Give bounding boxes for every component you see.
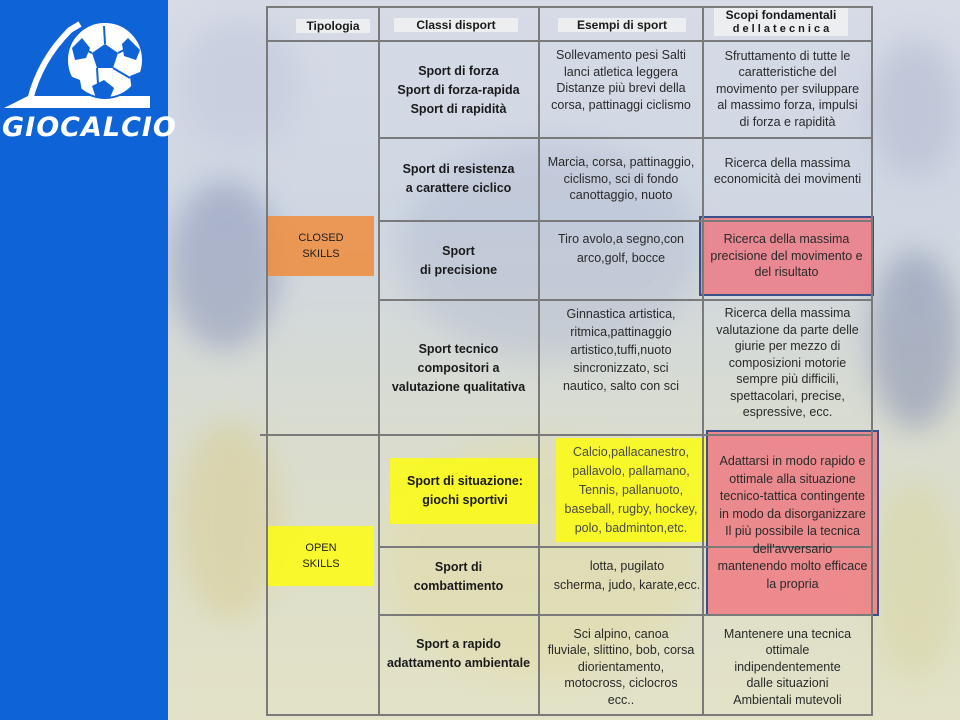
header-scopi	[714, 8, 848, 36]
header-esempi: Esempi di sport	[558, 18, 686, 32]
row1-scopi	[704, 42, 871, 136]
row5-esempi-line: polo, badminton,etc.	[574, 520, 688, 535]
row6-classe-line: combattimento	[413, 579, 504, 593]
row4-scopi-line: espressive, ecc.	[742, 405, 833, 420]
row7-classe	[379, 616, 538, 692]
row5-classe	[390, 458, 540, 524]
open-skills-label	[268, 526, 374, 586]
row5-esempi-line: Calcio,pallacanestro,	[572, 444, 690, 459]
row5-classe-line: Sport di situazione:	[407, 474, 523, 488]
row5-scopi-line: mantenendo molto efficace	[717, 559, 868, 573]
row5-esempi-line: Tennis, pallanuoto,	[578, 482, 684, 497]
row7-scopi-line: Mantenere una tecnica	[723, 626, 852, 641]
row2-scopi-line: Ricerca della massima	[724, 155, 851, 170]
header-tipologia: Tipologia	[296, 19, 370, 33]
closed-skills-label	[268, 216, 374, 276]
row4-scopi-line: sempre più difficili,	[736, 372, 839, 387]
row4-esempi	[540, 304, 702, 396]
row3-esempi-line: arco,golf, bocce	[576, 251, 666, 265]
sidebar	[0, 0, 177, 720]
row1-classe-line: Sport di forza	[418, 63, 499, 78]
row6-classe-line: Sport di	[434, 560, 483, 574]
closed-skills-label-line2: SKILLS	[302, 248, 340, 260]
row2-esempi	[540, 138, 702, 220]
row4-esempi-line: ritmica,pattinaggio	[570, 325, 672, 339]
header-scopi-line1: Scopi fondamentali	[725, 8, 837, 22]
row2-esempi-line: canottaggio, nuoto	[569, 188, 673, 203]
row2-esempi-line: Marcia, corsa, pattinaggio,	[547, 155, 695, 170]
row2-esempi-line: ciclismo, sci di fondo	[563, 171, 679, 186]
row5-scopi-line: Il più possibile la tecnica	[725, 524, 860, 538]
row4-esempi-line: artistico,tuffi,nuoto	[570, 343, 672, 357]
row5-classe-line: giochi sportivi	[422, 493, 508, 507]
row4-scopi-line: giurie per mezzo di	[734, 339, 841, 354]
row4-classe-line: valutazione qualitativa	[391, 379, 526, 394]
header-scopi-line2: d e l l a t e c n i c a	[732, 23, 830, 35]
row6-esempi-line: lotta, pugilato	[589, 559, 665, 573]
row5-scopi	[706, 452, 879, 594]
row3-scopi	[701, 218, 872, 294]
row2-classe	[379, 138, 538, 220]
row7-scopi-line: indipendentemente	[734, 659, 841, 674]
row1-scopi-line: di forza e rapidità	[739, 114, 836, 129]
row1-scopi-line: Sfruttamento di tutte le	[724, 48, 851, 63]
row4-esempi-line: sincronizzato, sci	[573, 361, 669, 375]
row4-classe-line: compositori a	[417, 360, 500, 375]
row4-scopi-line: valutazione da parte delle	[716, 322, 859, 337]
row7-esempi-line: diorientamento,	[577, 659, 665, 674]
row3-scopi-line: del risultato	[754, 265, 819, 280]
row3-scopi-line: precisione del movimento e	[710, 248, 863, 263]
row7-scopi-line: ottimale	[765, 643, 810, 658]
logo	[0, 0, 177, 160]
row7-scopi	[704, 624, 871, 710]
row7-esempi	[540, 624, 702, 710]
row1-esempi	[540, 40, 702, 120]
row1-classe	[379, 42, 538, 138]
row1-esempi-line: Sollevamento pesi Salti	[556, 48, 686, 62]
row2-scopi-line: economicità dei movimenti	[713, 172, 862, 186]
row7-classe-line: Sport a rapido	[416, 637, 501, 651]
row5-esempi	[548, 438, 714, 542]
row7-scopi-line: dalle situazioni	[746, 676, 829, 691]
row2-scopi	[704, 146, 871, 196]
row6-esempi	[540, 554, 714, 598]
row4-scopi	[704, 304, 871, 422]
sports-classification-table	[266, 6, 874, 716]
row5-scopi-line: in modo da disorganizzare	[719, 506, 866, 521]
row5-scopi-line: tecnico-tattica contingente	[719, 489, 866, 503]
row6-esempi-line: scherma, judo, karate,ecc.	[553, 578, 701, 592]
row5-scopi-line: dell'avversario	[752, 541, 833, 556]
row5-scopi-line: la propria	[766, 576, 819, 591]
row1-scopi-line: caratteristiche del	[738, 65, 837, 80]
row4-esempi-line: nautico, salto con sci	[562, 379, 680, 393]
logo-text: GIOCALCIO	[2, 112, 177, 143]
row7-scopi-line: Ambientali mutevoli	[733, 692, 842, 707]
row1-scopi-line: al massimo forza, impulsi	[717, 98, 858, 113]
row3-classe	[379, 222, 538, 300]
row4-scopi-line: composizioni motorie	[728, 355, 847, 370]
row5-scopi-line: Adattarsi in modo rapido e	[719, 454, 866, 468]
row7-esempi-line: fluviale, slittino, bob, corsa	[547, 643, 695, 658]
row5-esempi-line: pallavolo, pallamano,	[572, 463, 690, 478]
row4-classe-line: Sport tecnico	[418, 341, 499, 356]
row4-esempi-line: Ginnastica artistica,	[566, 307, 676, 321]
row3-esempi	[540, 222, 702, 276]
open-skills-label-line2: SKILLS	[302, 558, 340, 570]
row3-classe-line: Sport	[442, 244, 475, 258]
row7-esempi-line: motocross, ciclocros	[564, 676, 678, 691]
row4-scopi-line: spettacolari, precise,	[730, 388, 845, 403]
row3-esempi-line: Tiro avolo,a segno,con	[557, 232, 684, 246]
row7-esempi-line: Sci alpino, canoa	[573, 626, 669, 641]
row1-scopi-line: movimento per sviluppare	[715, 81, 860, 96]
row7-esempi-line: ecc..	[607, 692, 635, 707]
row7-classe-line: adattamento ambientale	[386, 656, 531, 670]
row1-esempi-line: corsa, pattinaggi ciclismo	[551, 97, 691, 112]
open-skills-label-line1: OPEN	[305, 542, 337, 554]
row1-esempi-line: lanci atletica leggera	[564, 64, 678, 79]
row3-scopi-line: Ricerca della massima	[723, 232, 850, 247]
row2-classe-line: a carattere ciclico	[405, 181, 512, 195]
row6-classe	[379, 550, 538, 604]
row1-classe-line: Sport di rapidità	[410, 101, 507, 116]
row1-classe-line: Sport di forza-rapida	[397, 82, 520, 97]
row5-esempi-line: baseball, rugby, hockey,	[564, 501, 698, 516]
row3-classe-line: di precisione	[419, 263, 498, 277]
row1-esempi-line: Distanze più brevi della	[556, 81, 686, 95]
header-classi: Classi disport	[394, 18, 518, 32]
row2-classe-line: Sport di resistenza	[402, 162, 515, 176]
row5-scopi-line: ottimale alla situazione	[729, 471, 856, 486]
row4-classe	[379, 302, 538, 434]
row4-scopi-line: Ricerca della massima	[724, 306, 851, 321]
closed-skills-label-line1: CLOSED	[298, 232, 344, 244]
